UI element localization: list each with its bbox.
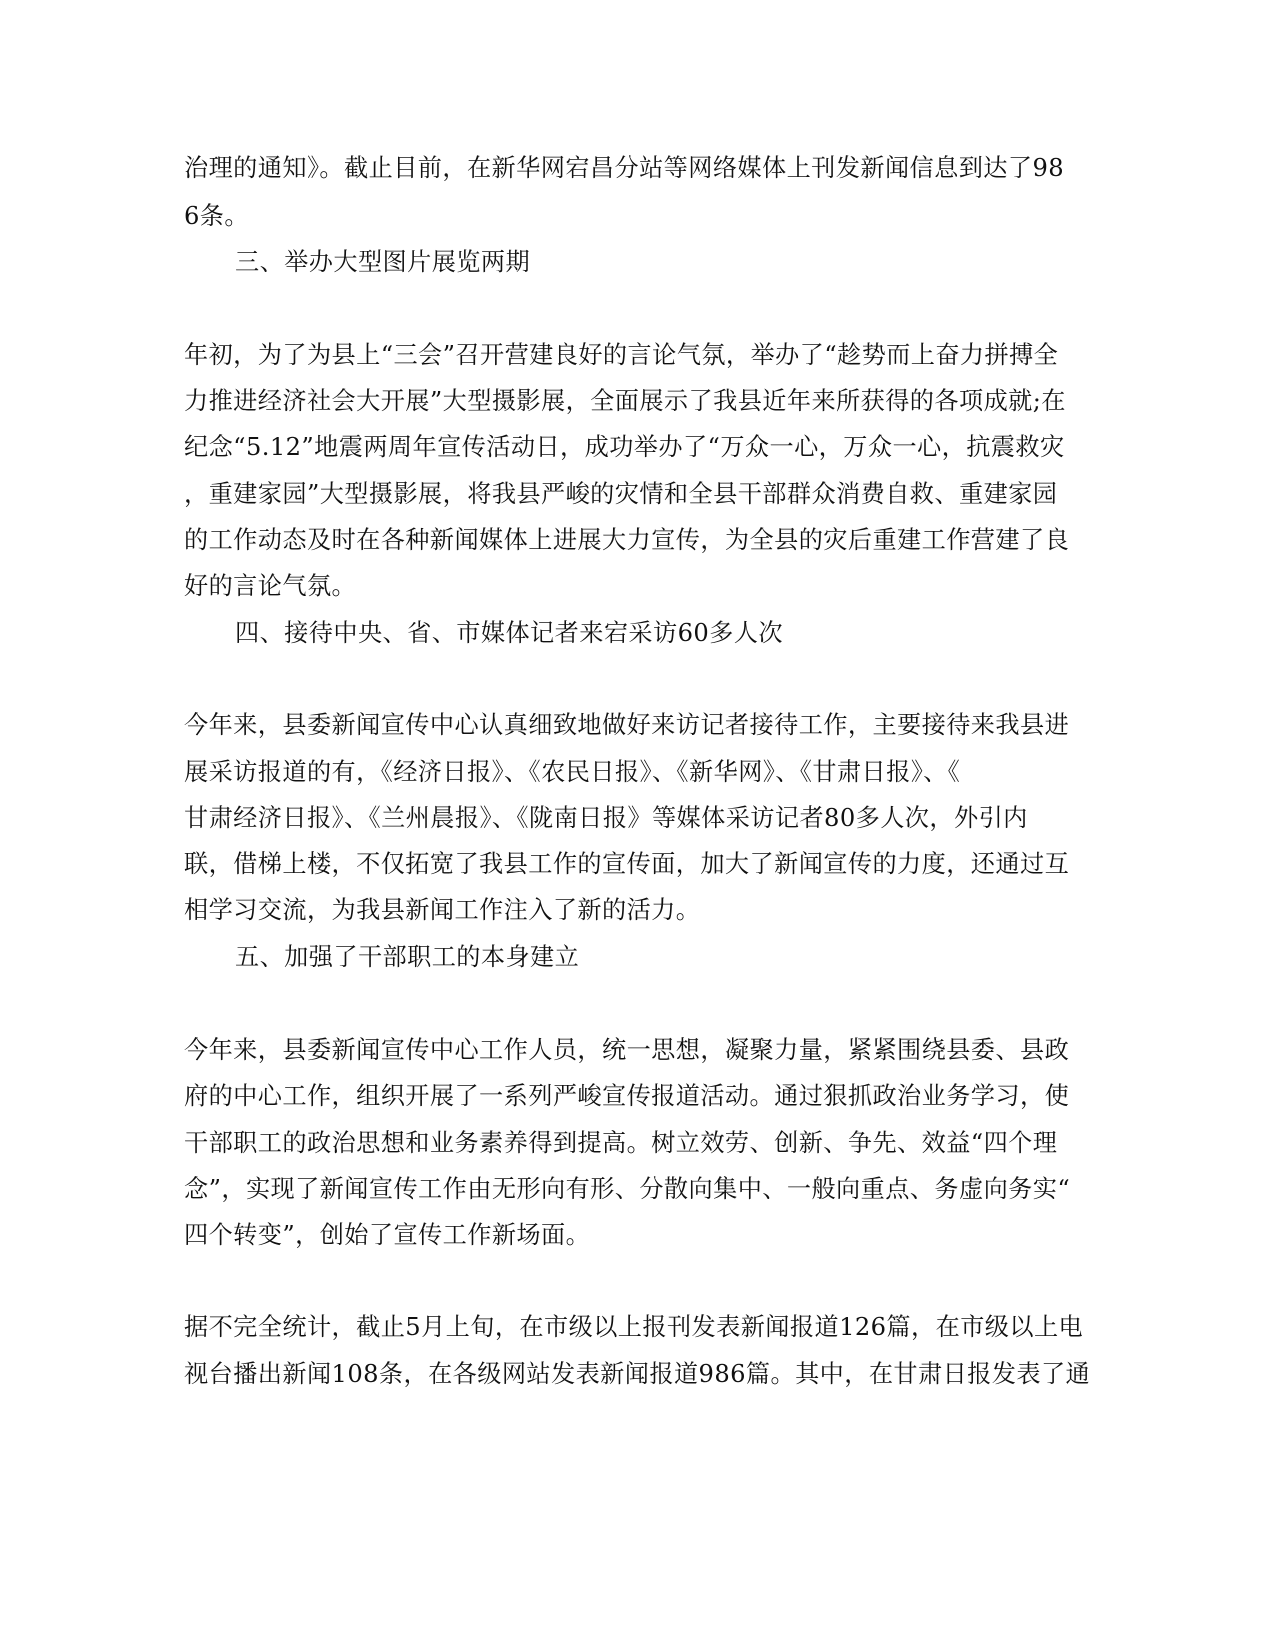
text-line: 相学习交流，为我县新闻工作注入了新的活力。 <box>184 896 701 924</box>
section-heading: 三、举办大型图片展览两期 <box>235 248 531 276</box>
text-line: 治理的通知》。截止目前，在新华网宕昌分站等网络媒体上刊发新闻信息到达了98 <box>184 154 1065 182</box>
text-line: 府的中心工作，组织开展了一系列严峻宣传报道活动。通过狠抓政治业务学习，使 <box>184 1082 1070 1110</box>
text-line: 甘肃经济日报》、《兰州晨报》、《陇南日报》等媒体采访记者80多人次，外引内 <box>184 804 1028 832</box>
text-line: 的工作动态及时在各种新闻媒体上进展大力宣传，为全县的灾后重建工作营建了良 <box>184 526 1070 554</box>
text-line: ，重建家园”大型摄影展，将我县严峻的灾情和全县干部群众消费自救、重建家园 <box>184 480 1058 508</box>
text-line: 视台播出新闻108条，在各级网站发表新闻报道986篇。其中，在甘肃日报发表了通 <box>184 1360 1091 1388</box>
text-line: 今年来，县委新闻宣传中心认真细致地做好来访记者接待工作，主要接待来我县进 <box>184 711 1070 739</box>
text-line: 好的言论气氛。 <box>184 572 357 600</box>
text-line: 力推进经济社会大开展”大型摄影展，全面展示了我县近年来所获得的各项成就;在 <box>184 387 1066 415</box>
text-line: 念”，实现了新闻宣传工作由无形向有形、分散向集中、一般向重点、务虚向务实“ <box>184 1175 1071 1203</box>
text-line: 联，借梯上楼，不仅拓宽了我县工作的宣传面，加大了新闻宣传的力度，还通过互 <box>184 850 1070 878</box>
text-line: 四个转变”，创始了宣传工作新场面。 <box>184 1221 591 1249</box>
text-line: 干部职工的政治思想和业务素养得到提高。树立效劳、创新、争先、效益“四个理 <box>184 1129 1058 1157</box>
text-line: 今年来，县委新闻宣传中心工作人员，统一思想，凝聚力量，紧紧围绕县委、县政 <box>184 1036 1070 1064</box>
text-line: 展采访报道的有，《经济日报》、《农民日报》、《新华网》、《甘肃日报》、《 <box>184 758 961 786</box>
section-heading: 五、加强了干部职工的本身建立 <box>235 943 580 971</box>
section-heading: 四、接待中央、省、市媒体记者来宕采访60多人次 <box>235 619 783 647</box>
text-line: 年初，为了为县上“三会”召开营建良好的言论气氛，举办了“趁势而上奋力拼搏全 <box>184 341 1059 369</box>
text-line: 6条。 <box>184 202 249 230</box>
text-line: 据不完全统计，截止5月上旬，在市级以上报刊发表新闻报道126篇，在市级以上电 <box>184 1313 1084 1341</box>
text-line: 纪念“5.12”地震两周年宣传活动日，成功举办了“万众一心，万众一心，抗震救灾 <box>184 433 1065 461</box>
